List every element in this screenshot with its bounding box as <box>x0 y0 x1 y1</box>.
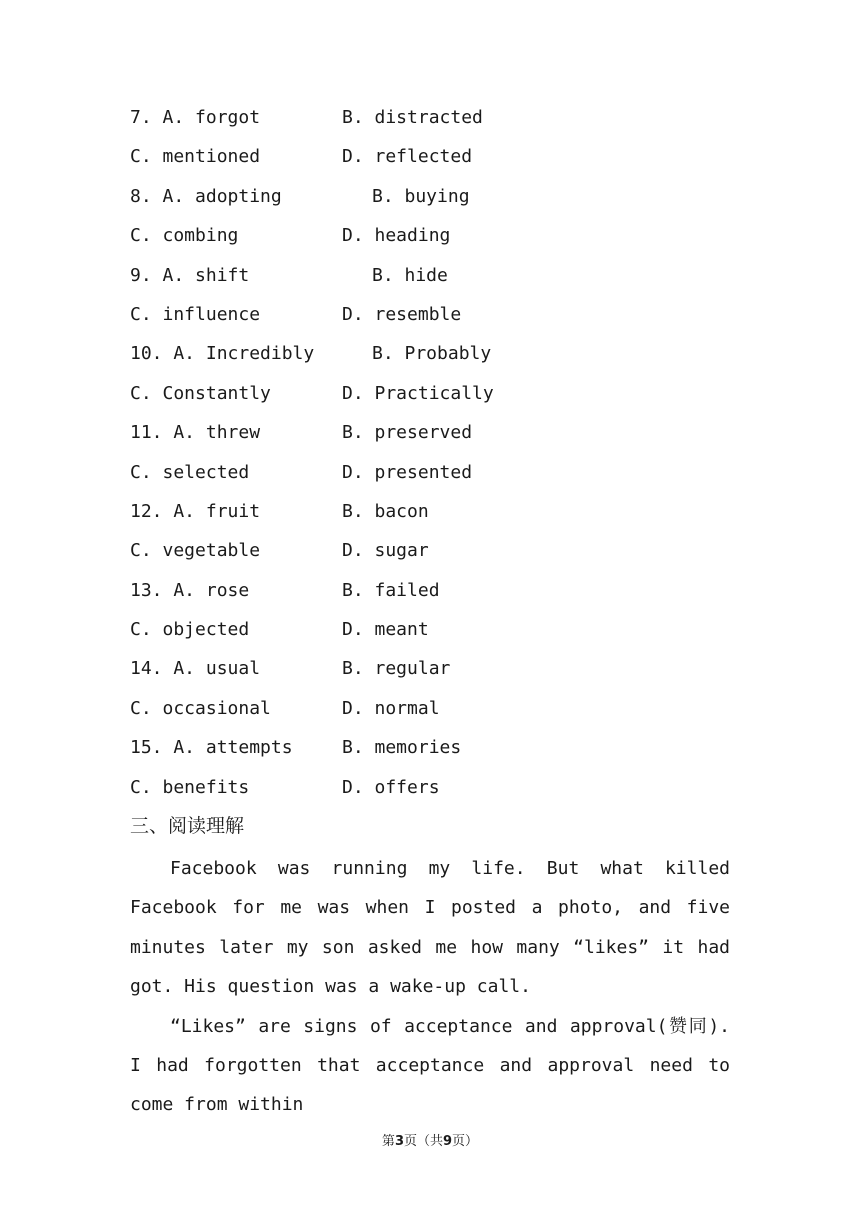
option-left: 15. A. attempts <box>130 737 293 759</box>
option-right: B. failed <box>342 579 440 601</box>
option-row <box>130 732 730 771</box>
option-right: D. sugar <box>342 540 429 562</box>
option-right: B. buying <box>372 185 470 207</box>
option-row <box>130 181 730 220</box>
option-left: C. occasional <box>130 697 271 719</box>
option-right: D. heading <box>342 225 451 247</box>
option-left: 14. A. usual <box>130 658 261 680</box>
option-row <box>130 141 730 180</box>
footer-page-number: 3 <box>394 1134 404 1149</box>
option-left: C. vegetable <box>130 540 261 562</box>
option-left: C. benefits <box>130 776 250 798</box>
option-right: D. Practically <box>342 382 494 404</box>
option-left: 12. A. fruit <box>130 500 261 522</box>
option-row <box>130 338 730 377</box>
option-row <box>130 772 730 811</box>
option-row <box>130 260 730 299</box>
option-row <box>130 417 730 456</box>
option-row <box>130 693 730 732</box>
option-left: 11. A. threw <box>130 422 261 444</box>
option-right: D. reflected <box>342 146 473 168</box>
option-row <box>130 653 730 692</box>
option-left: C. selected <box>130 461 250 483</box>
option-row <box>130 535 730 574</box>
option-row <box>130 496 730 535</box>
option-right: B. distracted <box>342 107 483 128</box>
option-left: 8. A. adopting <box>130 185 282 207</box>
option-row <box>130 575 730 614</box>
option-right: D. normal <box>342 697 440 719</box>
option-row <box>130 614 730 653</box>
option-left: C. combing <box>130 225 239 247</box>
options-list <box>130 102 730 811</box>
option-left: C. Constantly <box>130 382 271 404</box>
footer-middle: 页（共 <box>403 1134 443 1149</box>
footer-prefix: 第 <box>381 1134 395 1149</box>
option-right: D. meant <box>342 619 429 641</box>
option-right: D. presented <box>342 461 473 483</box>
option-left: C. influence <box>130 303 261 325</box>
option-row <box>130 299 730 338</box>
footer-suffix: 页） <box>452 1134 479 1149</box>
option-left: 13. A. rose <box>130 579 250 601</box>
page-footer <box>0 1130 860 1149</box>
section-heading: 三、阅读理解 <box>130 815 245 837</box>
option-right: B. preserved <box>342 422 473 444</box>
option-right: B. Probably <box>372 343 492 365</box>
option-left: C. objected <box>130 619 250 641</box>
option-right: D. offers <box>342 776 440 798</box>
option-left: 10. A. Incredibly <box>130 343 315 365</box>
option-right: B. bacon <box>342 500 429 522</box>
option-right: B. regular <box>342 658 451 680</box>
passage-paragraph: Facebook was running my life. But what killed Facebook for me was when I posted a photo, and five minutes later my son asked me how many “likes” it had got. His question was a wake-up call. <box>130 858 730 998</box>
option-row <box>130 220 730 259</box>
option-row <box>130 102 730 141</box>
reading-passage <box>130 849 730 1125</box>
option-left: C. mentioned <box>130 146 261 168</box>
option-right: D. resemble <box>342 303 462 325</box>
option-right: B. hide <box>372 264 448 286</box>
option-row <box>130 457 730 496</box>
passage-paragraph: “Likes” are signs of acceptance and approval(赞同). I had forgotten that acceptance and approval need to come from within <box>130 1015 730 1116</box>
option-row <box>130 378 730 417</box>
option-left: 9. A. shift <box>130 264 250 286</box>
footer-total-pages: 9 <box>443 1134 453 1149</box>
option-right: B. memories <box>342 737 462 759</box>
option-left: 7. A. forgot <box>130 107 261 128</box>
